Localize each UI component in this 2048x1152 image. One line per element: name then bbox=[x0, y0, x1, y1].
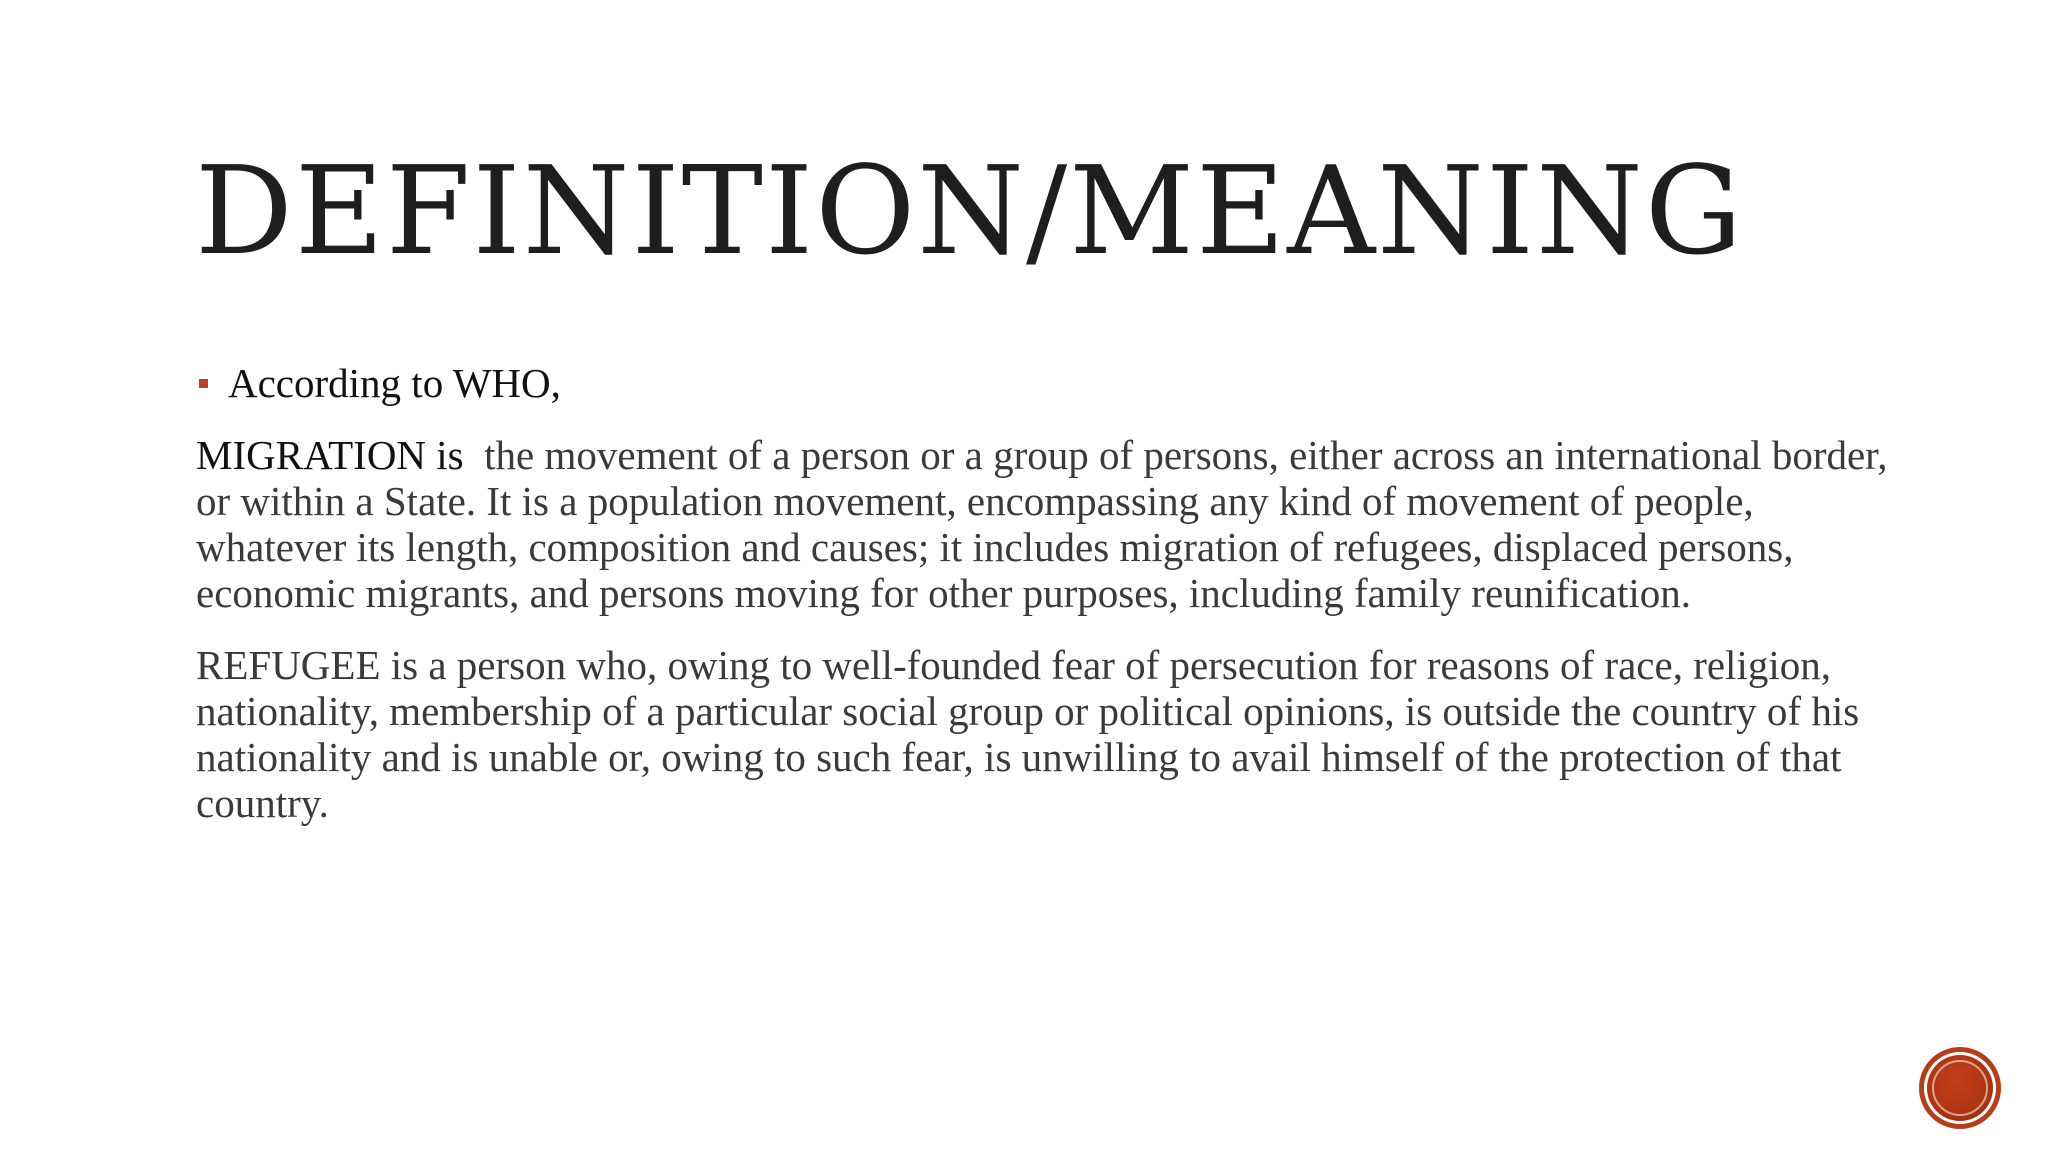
nav-circle-button-icon[interactable] bbox=[1924, 1052, 1996, 1124]
bullet-item bbox=[196, 360, 1896, 406]
refugee-text: REFUGEE is a person who, owing to well-founded fear of persecution for reasons of race, religion, nationality, membership of a particular social group or political opinions, is outside the country of his nationality and is unable or, owing to such fear, is unwilling to avail himself of the protection of that country. bbox=[196, 642, 1860, 826]
migration-text: the movement of a person or a group of persons, either across an international border, or within a State. It is a population movement, encompassing any kind of movement of people, whatever its length, composition and causes; it includes migration of refugees, displaced persons, economic migrants, and persons moving for other purposes, including family reunification. bbox=[196, 432, 1898, 616]
migration-definition bbox=[196, 432, 1896, 616]
square-bullet-icon bbox=[199, 379, 208, 388]
migration-term: MIGRATION is bbox=[196, 432, 464, 478]
bullet-text: According to WHO, bbox=[228, 360, 561, 406]
refugee-definition bbox=[196, 642, 1896, 826]
slide-body bbox=[196, 360, 1896, 852]
slide-title: DEFINITION/MEANING bbox=[195, 140, 1745, 282]
